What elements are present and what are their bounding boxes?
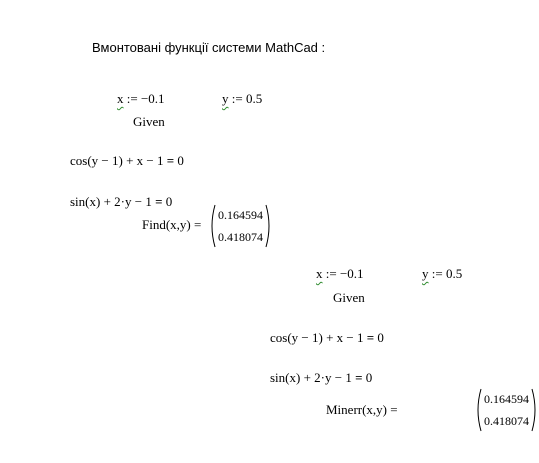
x-variable-2: x bbox=[316, 266, 323, 281]
find-result-y: 0.418074 bbox=[218, 230, 263, 244]
given-keyword-2[interactable]: Given bbox=[333, 290, 365, 305]
equation-1-sign: = bbox=[166, 153, 175, 168]
left-paren-icon bbox=[474, 388, 482, 432]
equation-1-rhs-2: 0 bbox=[377, 330, 384, 345]
equation-1-rhs: 0 bbox=[177, 153, 184, 168]
page-title: Вмонтовані функції системи MathCad : bbox=[92, 40, 326, 55]
y-variable: y bbox=[222, 91, 229, 106]
y-assignment-2: := 0.5 bbox=[431, 266, 463, 281]
x-definition[interactable] bbox=[117, 91, 165, 107]
equation-2-rhs-2: 0 bbox=[365, 370, 373, 385]
minerr-result-y: 0.418074 bbox=[484, 414, 529, 428]
equation-2-sign: = bbox=[155, 194, 163, 209]
equation-1-block2[interactable] bbox=[270, 330, 384, 346]
x-variable: x bbox=[117, 91, 124, 106]
minerr-function-call[interactable]: Minerr(x,y) = bbox=[326, 402, 398, 417]
right-paren-icon bbox=[265, 204, 273, 248]
equation-1-sign-2: = bbox=[366, 330, 375, 345]
x-assignment-2: := −0.1 bbox=[325, 266, 364, 281]
y-definition-2[interactable] bbox=[422, 266, 462, 282]
equation-2-lhs: sin(x) + 2·y − 1 bbox=[70, 194, 152, 209]
equation-1-lhs: cos(y − 1) + x − 1 bbox=[70, 153, 164, 168]
left-paren-icon bbox=[208, 204, 216, 248]
given-keyword[interactable]: Given bbox=[133, 114, 165, 129]
x-definition-2[interactable] bbox=[316, 266, 364, 282]
equation-2-block2[interactable] bbox=[270, 370, 372, 386]
equation-2-sign-2: = bbox=[355, 370, 363, 385]
y-variable-2: y bbox=[422, 266, 429, 281]
equation-1-lhs-2: cos(y − 1) + x − 1 bbox=[270, 330, 364, 345]
find-function-call[interactable]: Find(x,y) = bbox=[142, 217, 202, 232]
right-paren-icon bbox=[531, 388, 539, 432]
y-assignment: := 0.5 bbox=[231, 91, 263, 106]
minerr-result-x: 0.164594 bbox=[484, 392, 529, 406]
equation-2[interactable] bbox=[70, 194, 172, 210]
equation-2-lhs-2: sin(x) + 2·y − 1 bbox=[270, 370, 352, 385]
find-result-x: 0.164594 bbox=[218, 208, 263, 222]
equation-1[interactable] bbox=[70, 153, 184, 169]
minerr-result-matrix[interactable] bbox=[474, 388, 539, 432]
find-result-matrix[interactable] bbox=[208, 204, 273, 248]
y-definition[interactable] bbox=[222, 91, 262, 107]
x-assignment: := −0.1 bbox=[126, 91, 165, 106]
equation-2-rhs: 0 bbox=[165, 194, 173, 209]
